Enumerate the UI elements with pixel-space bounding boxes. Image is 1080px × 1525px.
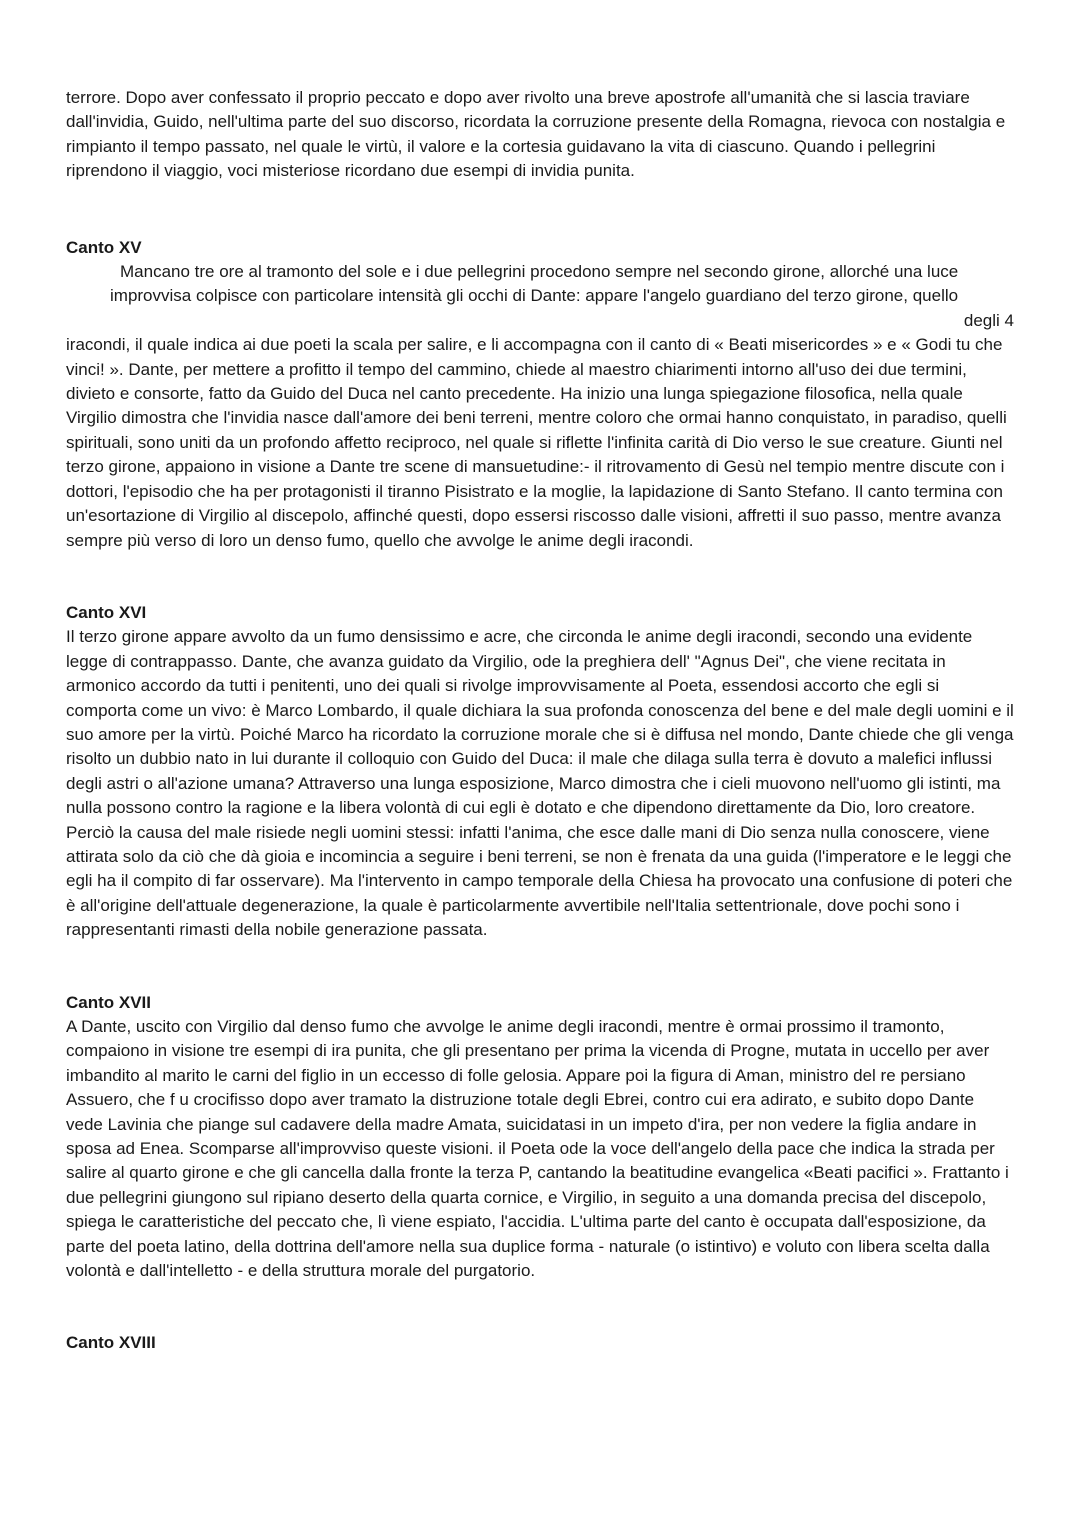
canto-xvii-section [66, 991, 1014, 1284]
canto-xv-body: iracondi, il quale indica ai due poeti la scala per salire, e li accompagna con il canto di « Beati misericordes » e « Godi tu che vinci! ». Dante, per mettere a profitto il tempo del cammino, chiede al maestro chiarimenti intorno all'uso dei due termini, divieto e consorte, fatto da Guido del Duca nel canto precedente. Ha inizio una lunga spiegazione filosofica, nella quale Virgilio dimostra che l'invidia nasce dall'amore dei beni terreni, mentre coloro che ormai hanno conquistato, in paradiso, quelli spirituali, sono uniti da un profondo affetto reciproco, nel quale si riflette l'infinita carità di Dio verso le sue creature. Giunti nel terzo girone, appaiono in visione a Dante tre scene di mansuetudine:- il ritrovamento di Gesù nel tempio mentre discute con i dottori, l'episodio che ha per protagonisti il tiranno Pisistrato e la moglie, la lapidazione di Santo Stefano. Il canto termina con un'esortazione di Virgilio al discepolo, affinché questi, dopo essersi riscosso dalle visioni, affretti il suo passo, mentre avanza sempre più verso di loro un denso fumo, quello che avvolge le anime degli iracondi. [66, 335, 1007, 550]
canto-xviii-title: Canto XVIII [66, 1333, 156, 1353]
canto-xvii-body: A Dante, uscito con Virgilio dal denso fumo che avvolge le anime degli iracondi, mentre è ormai prossimo il tramonto, compaiono in visione tre esempi di ira punita, che gli presentano per prima la vicenda di Progne, mutata in uccello per aver imbandito al marito le carni del figlio in un eccesso di folle gelosia. Appare poi la figura di Aman, ministro del re persiano Assuero, che f u crocifisso dopo aver tramato la distruzione totale degli Ebrei, contro cui era adirato, e subito dopo Dante vede Lavinia che piange sul cadavere della madre Amata, suicidatasi in un impeto d'ira, per non vedere la figlia andare in sposa ad Enea. Scomparse all'improvviso queste visioni. il Poeta ode la voce dell'angelo della pace che indica la strada per salire al quarto girone e che gli cancella dalla fronte la terza P, cantando la beatitudine evangelica «Beati pacifici ». Frattanto i due pellegrini giungono sul ripiano deserto della quarta cornice, e Virgilio, in seguito a una domanda precisa del discepolo, spiega le caratteristiche del peccato che, lì viene espiato, l'accidia. L'ultima parte del canto è occupata dall'esposizione, da parte del poeta latino, della dottrina dell'amore nella sua duplice forma - naturale (o istintivo) e voluto con libera scelta dalla volontà e dall'intelletto - e della struttura morale del purgatorio. [66, 1017, 1009, 1281]
canto-xvi-section [66, 601, 1014, 943]
canto-xv-section [66, 236, 1014, 553]
canto-xviii-section [66, 1331, 1014, 1355]
document-page [66, 86, 1014, 1404]
canto-xvi-title: Canto XVI [66, 602, 147, 622]
canto-xvi-body: Il terzo girone appare avvolto da un fumo densissimo e acre, che circonda le anime degli iracondi, secondo una evidente legge di contrappasso. Dante, che avanza guidato da Virgilio, ode la preghiera dell' "Agnus Dei", che viene recitata in armonico accordo da tutti i penitenti, uno dei quali si rivolge improvvisamente al Poeta, essendosi accorto che egli si comporta come un vivo: è Marco Lombardo, il quale dichiara la sua profonda conoscenza del bene e del male degli uomini e il suo amore per la virtù. Poiché Marco ha ricordato la corruzione morale che si è diffusa nel mondo, Dante chiede che gli venga risolto un dubbio nato in lui durante il colloquio con Guido del Duca: il male che dilaga sulla terra è dovuto a malefici influssi degli astri o all'azione umana? Attraverso una lunga esposizione, Marco dimostra che i cieli muovono nell'uomo gli istinti, ma nulla possono contro la ragione e la libera volontà di cui egli è dotato e che dipendono direttamente da Dio, loro creatore. Perciò la causa del male risiede negli uomini stessi: infatti l'anima, che esce dalle mani di Dio senza nulla conoscere, viene attirata solo da ciò che dà gioia e incomincia a seguire i beni terreni, se non è frenata da una guida (l'imperatore e le leggi che egli ha il compito di far osservare). Ma l'intervento in campo temporale della Chiesa ha provocato una confusione di poteri che è all'origine dell'attuale degenerazione, la quale è particolarmente avvertibile nell'Italia settentrionale, dove pochi sono i rappresentanti rimasti della nobile generazione passata. [66, 627, 1014, 940]
canto-xv-line-1: Mancano tre ore al tramonto del sole e i due pellegrini procedono sempre nel secondo girone, allorché una luce [120, 262, 959, 282]
canto-xv-line-3: degli 4 [963, 310, 1014, 330]
intro-paragraph: terrore. Dopo aver confessato il proprio peccato e dopo aver rivolto una breve apostrofe all'umanità che si lascia traviare dall'invidia, Guido, nell'ultima parte del suo discorso, ricordata la corruzione presente della Romagna, rievoca con nostalgia e rimpianto il tempo passato, nel quale le virtù, il valore e la cortesia guidavano la vita di ciascuno. Quando i pellegrini riprendono il viaggio, voci misteriose ricordano due esempi di invidia punita. [66, 88, 1006, 181]
canto-xvii-title: Canto XVII [66, 992, 152, 1012]
canto-xv-title: Canto XV [66, 237, 142, 257]
canto-xv-indented-block [66, 260, 1014, 309]
canto-xv-line-2: improvvisa colpisce con particolare intensità gli occhi di Dante: appare l'angelo guardiano del terzo girone, quello [110, 286, 959, 306]
